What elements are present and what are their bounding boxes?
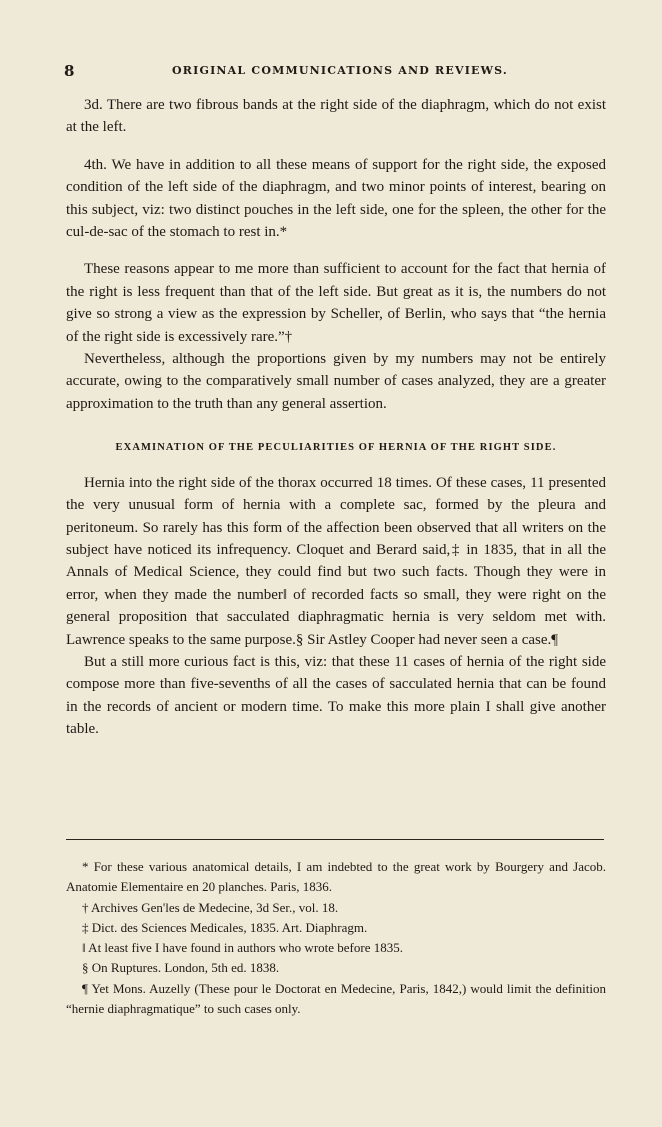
paragraph-curious-fact: But a still more curious fact is this, viz: that these 11 cases of hernia of the right side compose more than five-sevenths of all the cases of sacculated hernia that can be found in the records of ancient or modern time. To make this more plain I shall give another table. xyxy=(66,653,606,738)
footnote-asterisk: * For these various anatomical details, I am indebted to the great work by Bourgery and Jacob. Anatomie Elementaire en 20 planches. Paris, 1836. xyxy=(66,859,606,895)
page-number: 8 xyxy=(64,62,75,80)
footnote-section: § On Ruptures. London, 5th ed. 1838. xyxy=(82,960,280,976)
footnotes xyxy=(66,857,606,1019)
section-heading: EXAMINATION OF THE PECULIARITIES OF HERNIA OF THE RIGHT SIDE. xyxy=(115,442,557,454)
footnote-pilcrow: ¶ Yet Mons. Auzelly (These pour le Doctorat en Medecine, Paris, 1842,) would limit the definition “hernie diaphragmatique” to such cases only. xyxy=(66,980,606,1017)
footnote-divider xyxy=(66,839,604,840)
footnote-parallel: ‖ At least five I have found in authors who wrote before 1835. xyxy=(82,940,403,956)
running-head: ORIGINAL COMMUNICATIONS AND REVIEWS. xyxy=(172,64,508,77)
footnote-double-dagger: ‡ Dict. des Sciences Medicales, 1835. Art. Diaphragm. xyxy=(82,919,368,935)
paragraph-nevertheless: Nevertheless, although the proportions given by my numbers may not be entirely accurate, owing to the comparatively small number of cases analyzed, they are a greater approximation to the truth than any general assertion. xyxy=(66,351,606,412)
paragraph-reasons: These reasons appear to me more than sufficient to account for the fact that hernia of the right is less frequent than that of the left side. But great as it is, the numbers do not give so strong a view as the expression by Scheller, of Berlin, who says that “the hernia of the right side is excessively rare.”† xyxy=(66,261,606,345)
paragraph-hernia-right: Hernia into the right side of the thorax occurred 18 times. Of these cases, 11 presented the very unusual form of hernia with a complete sac, formed by the pleura and peritoneum. So rarely has this form of the affection been observed that all writers on the subject have noticed its infrequency. Cloquet and Berard said,‡ in 1835, that in all the Annals of Medical Science, they could find but two such facts. Though they were in error, when they made the number‖ of recorded facts so small, they were right on the general proposition that sacculated diaphragmatic hernia is very seldom met with. Lawrence speaks to the same purpose.§ Sir Astley Cooper had never seen a case.¶ xyxy=(66,474,606,648)
footnote-dagger: † Archives Gen'les de Medecine, 3d Ser., vol. 18. xyxy=(82,899,339,915)
main-text xyxy=(66,94,606,741)
paragraph-4th: 4th. We have in addition to all these means of support for the right side, the exposed condition of the left side of the diaphragm, and two minor points of interest, bearing on this subject, viz: two distinct pouches in the left side, one for the spleen, the other for the cul-de-sac of the stomach to rest in.* xyxy=(66,156,606,241)
page-header xyxy=(64,62,604,82)
paragraph-3d: 3d. There are two fibrous bands at the right side of the diaphragm, which do not exist at the left. xyxy=(66,97,606,136)
